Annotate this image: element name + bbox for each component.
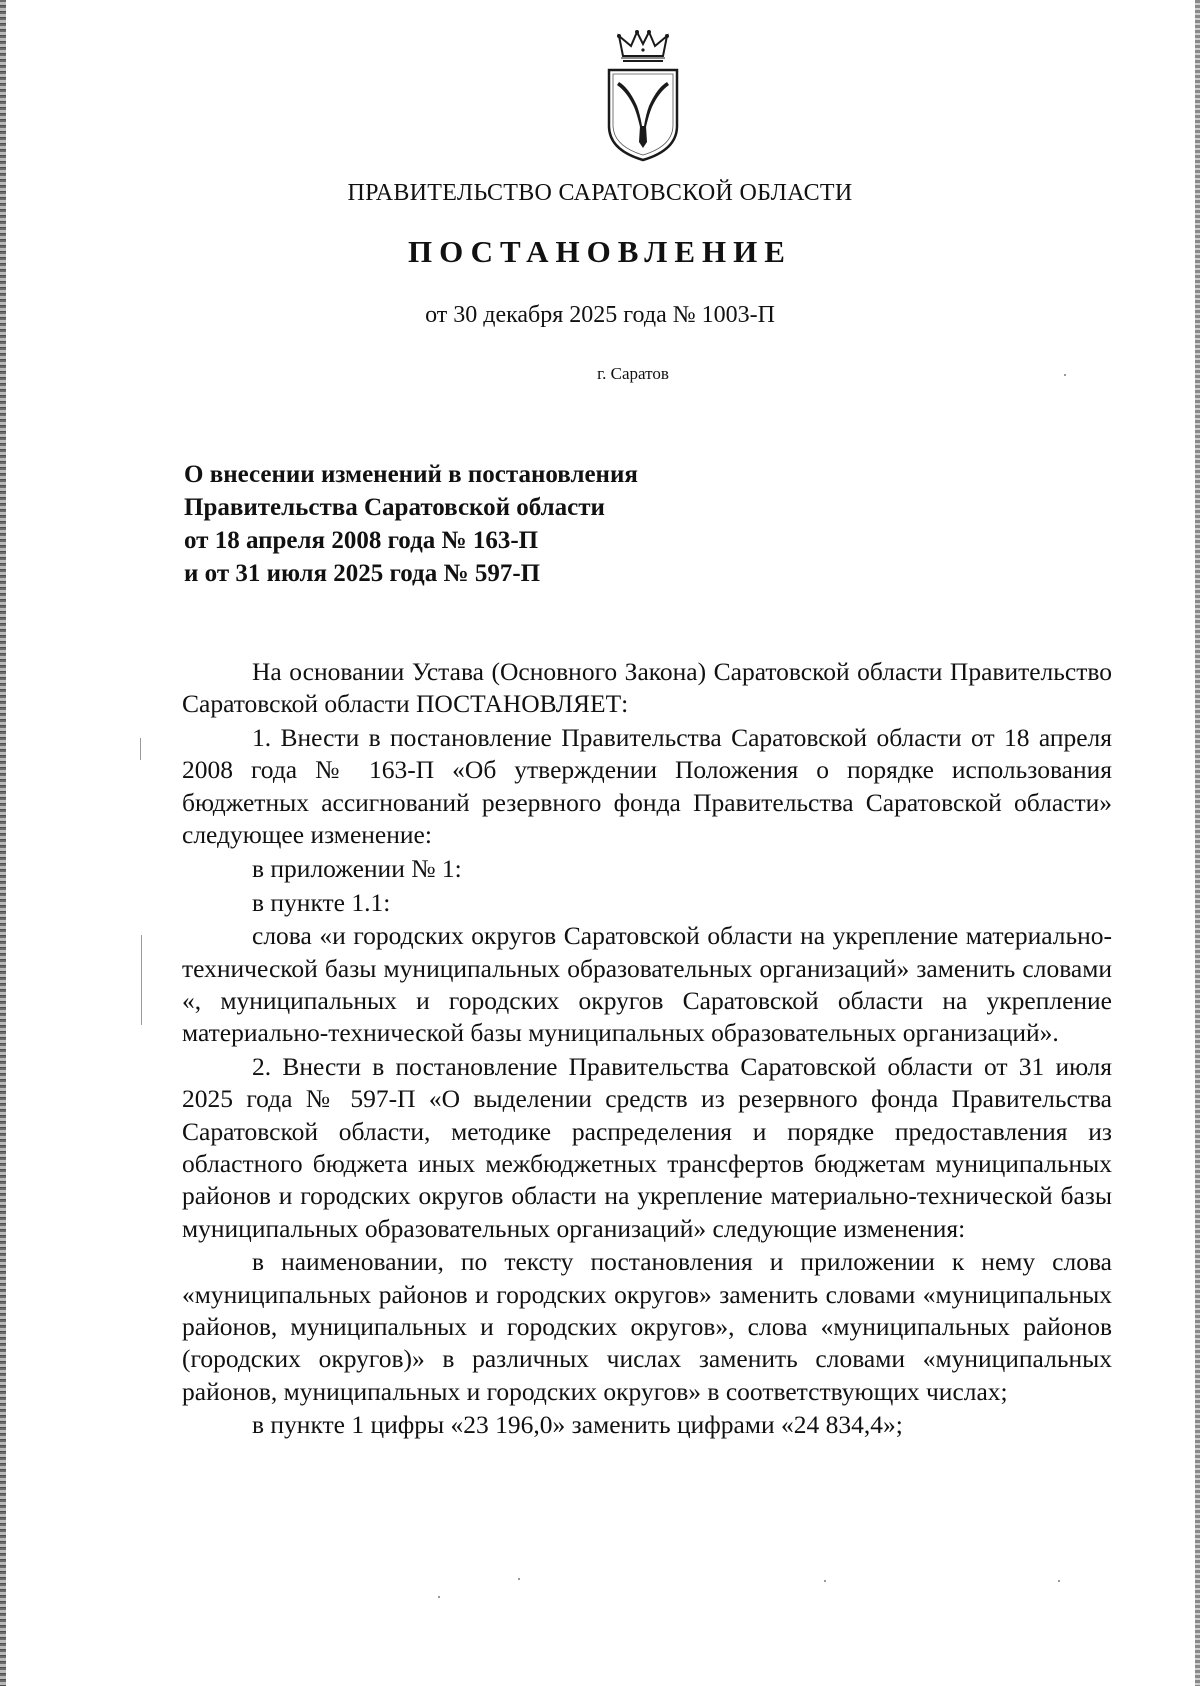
document-body <box>182 656 1112 1443</box>
body-paragraph-naming-changes: в наименовании, по тексту постановления и приложении к нему слова «муниципальных районов и городских округов» заменить словами «муниципальных районов, муниципальных и городских округов», слова «муниципальных районов (городских округов)» в различных числах заменить словами «муниципальных районов, муниципальных и городских округов» в соответствующих числах; <box>182 1247 1112 1406</box>
scan-speck <box>1064 374 1066 376</box>
scan-mark <box>141 935 142 1025</box>
document-title-line: Правительства Саратовской области <box>184 494 605 521</box>
document-date-number: от 30 декабря 2025 года № 1003-П <box>425 302 775 328</box>
scan-speck <box>824 1580 826 1582</box>
organization-name: ПРАВИТЕЛЬСТВО САРАТОВСКОЙ ОБЛАСТИ <box>347 180 853 206</box>
body-paragraph-words-replacement: слова «и городских округов Саратовской области на укрепление материально-технической базы муниципальных образовательных организаций» заменить словами «, муниципальных и городских округов Саратовской области на укрепление материально-технической базы муниципальных образовательных организаций». <box>182 921 1112 1048</box>
scan-speck <box>1058 1580 1060 1582</box>
body-paragraph-item-1: 1. Внести в постановление Правительства Саратовской области от 18 апреля 2008 года № 163-П «Об утверждении Положения о порядке использования бюджетных ассигнований резервного фонда Правительства Саратовской области» следующее изменение: <box>182 723 1112 849</box>
document-type: ПОСТАНОВЛЕНИЕ <box>408 234 792 269</box>
body-paragraph-item-2: 2. Внести в постановление Правительства Саратовской области от 31 июля 2025 года № 597-П «О выделении средств из резервного фонда Правительства Саратовской области, методике распределения и порядке предоставления из областного бюджета иных межбюджетных трансфертов бюджетам муниципальных районов и городских округов области на укрепление материально-технической базы муниципальных образовательных организаций» следующие изменения: <box>182 1052 1112 1243</box>
body-paragraph-clause: в пункте 1.1: <box>252 887 391 917</box>
scan-speck <box>518 1578 520 1580</box>
body-paragraph-preamble: На основании Устава (Основного Закона) Саратовской области Правительство Саратовской области ПОСТАНОВЛЯЕТ: <box>182 657 1112 719</box>
document-title-line: от 18 апреля 2008 года № 163-П <box>184 527 539 554</box>
document-city: г. Саратов <box>597 364 669 383</box>
body-paragraph-appendix: в приложении № 1: <box>252 853 462 883</box>
document-title-line: и от 31 июля 2025 года № 597-П <box>184 560 541 587</box>
scan-speck <box>438 1596 440 1598</box>
scan-mark <box>140 738 141 760</box>
saratov-coat-of-arms-icon <box>601 30 685 162</box>
document-title <box>184 458 784 590</box>
body-paragraph-figures-replacement: в пункте 1 цифры «23 196,0» заменить цифрами «24 834,4»; <box>252 1410 903 1440</box>
document-title-line: О внесении изменений в постановления <box>184 461 638 488</box>
